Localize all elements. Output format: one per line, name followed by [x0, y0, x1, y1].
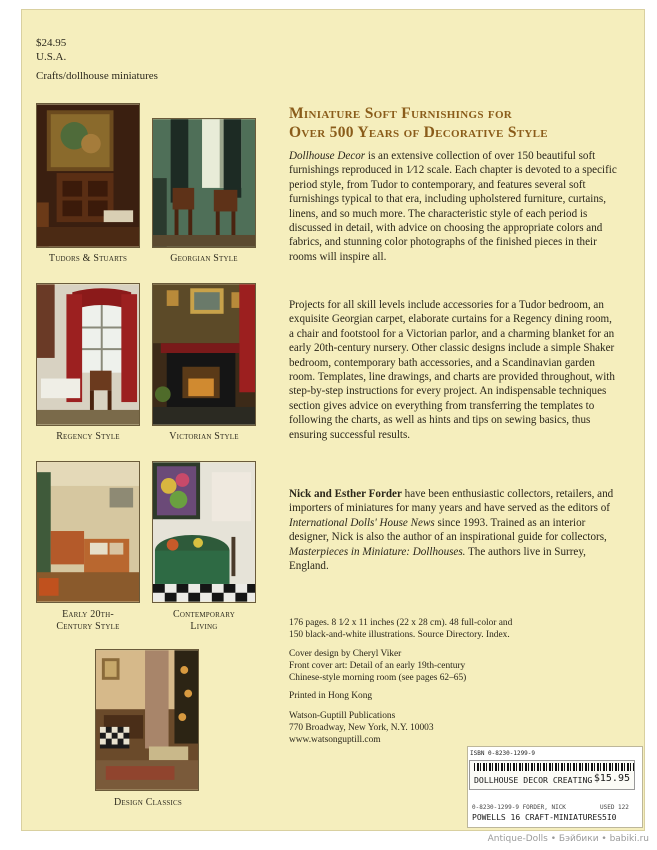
photo-regency — [36, 283, 140, 426]
book-title: Dollhouse Decor — [289, 150, 366, 162]
headline-line-1: Miniature Soft Furnishings for — [289, 105, 513, 122]
price: $24.95 — [36, 37, 67, 49]
caption-early-20th-century-line2: Century Style — [56, 621, 120, 632]
caption-georgian: Georgian Style — [170, 253, 238, 264]
price-sticker — [469, 760, 635, 790]
sticker-code: 0-8230-1299-9 FORDER, NICK — [472, 804, 566, 811]
headline-line-2: Over 500 Years of Decorative Style — [289, 124, 548, 141]
caption-victorian: Victorian Style — [169, 431, 239, 442]
authors-paragraph: Nick and Esther Forder have been enthusiastic collectors, retailers, and importers of miniatures for many years and have served as the editors of International Dolls' House News since 1993. Trained as an interior designer, Nick is also the author of an inspirational guide for collectors, Masterpieces in Miniature: Dollhouses. The authors live in Surrey, England. — [289, 488, 614, 573]
cover-credits: Cover design by Cheryl Viker Front cover art: Detail of an early 19th-century Chinese-style morning room (see pages 62–65) — [289, 649, 467, 683]
barcode-bars — [474, 763, 634, 771]
price-block — [36, 36, 66, 64]
projects-paragraph: Projects for all skill levels include accessories for a Tudor bedroom, an exquisite Georgian carpet, elaborate curtains for a Regency dining room, a chair and footstool for a Victorian parlor, and a charming blanket for an early 20th-century nursery. Other classic designs include a simple Shaker bedroom, contemporary bath accessories, and a Scandinavian garden room. Templates, line drawings, and charts are provided throughout, with step-by-step instructions for every project. An indispensable techniques section gives advice on everything from transferring the templates to following the charts, as well as hints and tips on sewing basics, thus ensuring successful results. — [289, 299, 615, 441]
specs: 176 pages. 8 1⁄2 x 11 inches (22 x 28 cm). 48 full-color and 150 black-and-white illustrations. Source Directory. Index. — [289, 618, 513, 640]
caption-early-20th-century-line1: Early 20th- — [62, 609, 114, 620]
watermark: Antique-Dolls • Бэйбики • babiki.ru — [487, 834, 649, 844]
magazine-title: International Dolls' House News — [289, 516, 435, 529]
caption-tudors-stuarts: Tudors & Stuarts — [48, 253, 128, 264]
caption-contemporary-line2: Living — [190, 621, 218, 632]
projects-block — [289, 298, 619, 452]
photo-design-classics — [95, 649, 199, 791]
authors-block — [289, 487, 619, 583]
caption-contemporary-line1: Contemporary — [173, 609, 235, 620]
photo-early-20th-century — [36, 461, 140, 603]
sticker-price: $15.95 — [593, 773, 630, 784]
other-book-title: Masterpieces in Miniature: Dollhouses. — [289, 545, 466, 558]
sticker-bottom-line: POWELLS 16 CRAFT-MINIATURES5I0 — [472, 813, 617, 822]
intro-paragraph: Dollhouse Decor is an extensive collection of over 150 beautiful soft furnishings reproduced in 1⁄12 scale. Each chapter is devoted to a specific period style, from Tudor to contemporary, and features several soft furnishings typical to that era, including upholstered furniture, curtains, linens, and so much more. The characteristic style of each period is discussed in detail, with advice on choosing the appropriate colors and fabrics, and stunning color photographs of the finished pieces in their rooms will inspire all. — [289, 150, 617, 263]
isbn: ISBN 0-8230-1299-9 — [470, 750, 536, 757]
publisher: Watson-Guptill Publications 770 Broadway, New York, N.Y. 10003 www.watsonguptill.com — [289, 711, 434, 745]
caption-regency: Regency Style — [56, 431, 120, 442]
scale-fraction: 1⁄12 — [405, 164, 425, 177]
photo-tudors-stuarts — [36, 103, 140, 248]
photo-georgian — [152, 118, 256, 248]
category-label: Crafts/dollhouse miniatures — [36, 70, 158, 82]
photo-contemporary-living — [152, 461, 256, 603]
sticker-flag: USED 122 — [600, 804, 629, 811]
caption-design-classics: Design Classics — [113, 797, 182, 808]
country: U.S.A. — [36, 51, 67, 63]
author-names: Nick and Esther Forder — [289, 488, 402, 500]
sticker-title: DOLLHOUSE DECOR CREATING — [474, 775, 593, 785]
photo-victorian — [152, 283, 256, 426]
headline — [289, 104, 619, 142]
description — [289, 149, 619, 274]
printed-in: Printed in Hong Kong — [289, 691, 373, 701]
